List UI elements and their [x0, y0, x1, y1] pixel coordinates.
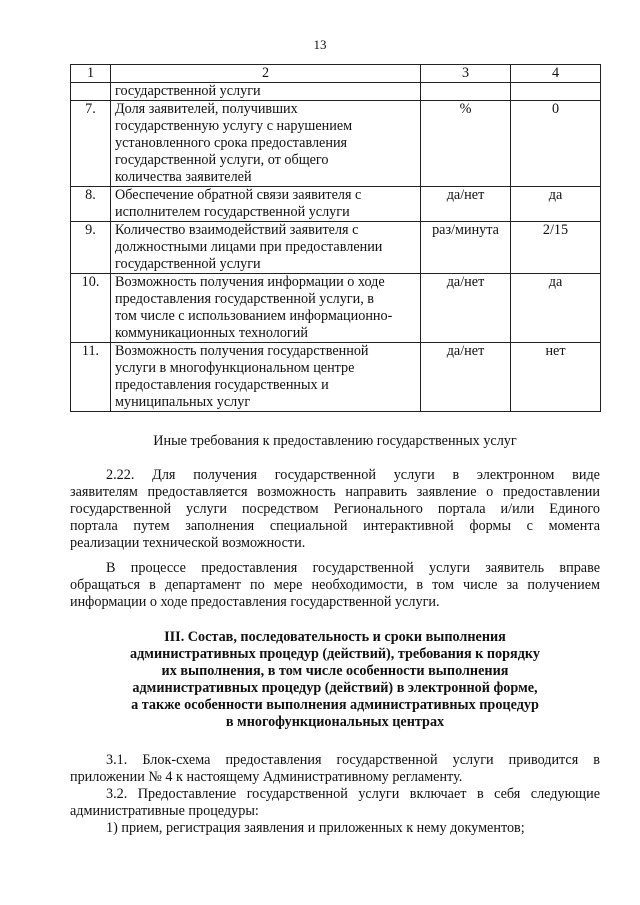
paragraph-line: информации о ходе предоставления государственной услуги. — [70, 594, 440, 610]
table-row — [71, 274, 601, 343]
heading-line: их выполнения, в том числе особенности выполнения — [161, 663, 509, 679]
value-cell: да — [511, 274, 601, 343]
indicator-text-line: предоставления государственных и — [115, 377, 329, 393]
indicator-text-line: государственной услуги, от общего — [115, 152, 329, 168]
value-cell: 0 — [511, 101, 601, 187]
indicator-text-cell — [111, 83, 421, 101]
unit-cell — [421, 83, 511, 101]
row-number-cell: 10. — [71, 274, 111, 343]
indicator-text-line: Обеспечение обратной связи заявителя с — [115, 187, 362, 203]
paragraph-line: приложении № 4 к настоящему Административному регламенту. — [70, 769, 463, 785]
indicator-text-cell — [111, 274, 421, 343]
indicator-text-line: государственной услуги — [115, 83, 261, 99]
list-item-text: 1) прием, регистрация заявления и приложенных к нему документов; — [106, 820, 525, 836]
value-cell: нет — [511, 343, 601, 412]
paragraph-process — [70, 560, 600, 611]
table-header-cell: 4 — [511, 65, 601, 83]
indicator-text-line: государственную услугу с нарушением — [115, 118, 353, 134]
paragraph-line: государственной услуги посредством Регионального портала и/или Единого — [70, 501, 600, 517]
unit-cell: да/нет — [421, 187, 511, 222]
row-number-cell — [71, 83, 111, 101]
value-cell: да — [511, 187, 601, 222]
paragraph-line: 2.22. Для получения государственной услуги в электронном виде — [106, 467, 600, 483]
indicator-text-cell — [111, 222, 421, 274]
indicator-text-line: коммуникационных технологий — [115, 325, 308, 341]
table-row — [71, 187, 601, 222]
indicator-text-line: том числе с использованием информационно- — [115, 308, 393, 324]
paragraph-line: заявителям предоставляется возможность направить заявление о предоставлении — [70, 484, 600, 500]
indicator-text-line: Возможность получения информации о ходе — [115, 274, 385, 290]
page-number: 13 — [313, 37, 327, 52]
paragraph-line: портала путем заполнения специальной интерактивной формы с момента — [70, 518, 600, 534]
indicator-text-line: муниципальных услуг — [115, 394, 251, 410]
indicator-text-line: количества заявителей — [115, 169, 252, 185]
indicator-text-line: установленного срока предоставления — [115, 135, 348, 151]
table-row — [71, 222, 601, 274]
heading-line: а также особенности выполнения административных процедур — [131, 697, 539, 713]
unit-cell: % — [421, 101, 511, 187]
indicator-text-line: Количество взаимодействий заявителя с — [115, 222, 359, 238]
row-number-cell: 9. — [71, 222, 111, 274]
heading-line: в многофункциональных центрах — [225, 714, 445, 730]
paragraph-line: административные процедуры: — [70, 803, 259, 819]
unit-cell: да/нет — [421, 343, 511, 412]
indicator-text-line: услуги в многофункциональном центре — [115, 360, 355, 376]
indicator-text-cell — [111, 343, 421, 412]
table-row — [71, 101, 601, 187]
paragraph-line: 3.2. Предоставление государственной услуги включает в себя следующие — [106, 786, 600, 802]
table-row — [71, 343, 601, 412]
unit-cell: да/нет — [421, 274, 511, 343]
paragraph-3-1 — [70, 752, 600, 786]
row-number-cell: 11. — [71, 343, 111, 412]
heading-line: административных процедур (действий), требования к порядку — [130, 646, 540, 662]
indicator-text-cell — [111, 187, 421, 222]
unit-cell: раз/минута — [421, 222, 511, 274]
paragraph-3-2 — [70, 786, 600, 820]
value-cell — [511, 83, 601, 101]
row-number-cell: 7. — [71, 101, 111, 187]
section-subheading: Иные требования к предоставлению государственных услуг — [153, 433, 517, 449]
table-header-row — [71, 65, 601, 83]
list-item-1 — [70, 820, 600, 837]
paragraph-line: 3.1. Блок-схема предоставления государственной услуги приводится в — [106, 752, 600, 768]
table-row — [71, 83, 601, 101]
table-header-cell: 2 — [111, 65, 421, 83]
row-number-cell: 8. — [71, 187, 111, 222]
paragraph-line: обращаться в департамент по мере необходимости, в том числе за получением — [70, 577, 600, 593]
indicator-text-line: Возможность получения государственной — [115, 343, 369, 359]
indicator-text-line: Доля заявителей, получивших — [115, 101, 298, 117]
indicator-text-line: исполнителем государственной услуги — [115, 204, 350, 220]
table-header-cell: 1 — [71, 65, 111, 83]
table-header-cell: 3 — [421, 65, 511, 83]
indicator-text-cell — [111, 101, 421, 187]
paragraph-2-22 — [70, 467, 600, 552]
indicator-text-line: должностными лицами при предоставлении — [115, 239, 383, 255]
paragraph-line: В процессе предоставления государственной услуги заявитель вправе — [106, 560, 600, 576]
indicator-text-line: государственной услуги — [115, 256, 261, 272]
heading-line: административных процедур (действий) в электронной форме, — [132, 680, 538, 696]
indicators-table — [70, 64, 601, 412]
indicator-text-line: предоставления государственной услуги, в — [115, 291, 375, 307]
section-3-heading — [70, 629, 600, 731]
value-cell: 2/15 — [511, 222, 601, 274]
heading-line: III. Состав, последовательность и сроки выполнения — [164, 629, 506, 645]
paragraph-line: реализации технической возможности. — [70, 535, 306, 551]
